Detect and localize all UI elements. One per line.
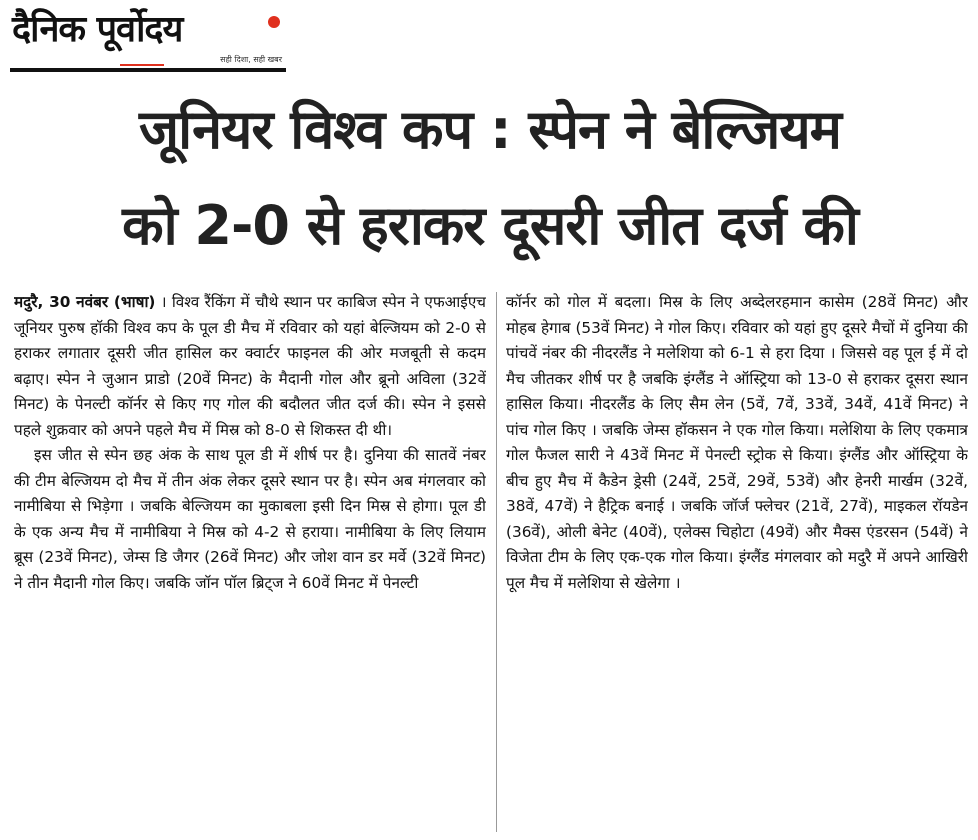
article-column-right	[506, 290, 968, 835]
article-paragraph-1	[14, 290, 486, 443]
article-paragraph-3: कॉर्नर को गोल में बदला। मिस्र के लिए अब्देलरहमान कासेम (28वें मिनट) और मोहब हेगाब (53वें मिनट) ने गोल किए। रविवार को यहां हुए दूसरे मैचों में दुनिया की पांचवें नंबर की नीदरलैंड ने मलेशिया को 6-1 से हरा दिया । जिससे वह पूल ई में दो मैच जीतकर शीर्ष पर है जबकि इंग्लैंड ने ऑस्ट्रिया को 13-0 से हराकर दूसरा स्थान हासिल किया। नीदरलैंड के लिए सैम लेन (5वें, 7वें, 33वें, 34वें, 41वें मिनट) ने पांच गोल किए । जबकि जेम्स हॉकसन ने एक गोल किया। मलेशिया के लिए एकमात्र गोल फैजल सारी ने 43वें मिनट में पेनल्टी स्ट्रोक से किया। इंग्लैंड और ऑस्ट्रिया के बीच हुए मैच में कैडेन ड्रेसी (24वें, 25वें, 29वें, 53वें) और हेनरी मार्खम (32वें, 38वें, 47वें) ने हैट्रिक बनाई । जबकि जॉर्ज फ्लेचर (21वें, 27वें), माइकल रॉयडेन (36वें), ओली बेनेट (40वें), एलेक्स चिहोटा (49वें) और मैक्स एंडरसन (54वें) ने विजेता टीम के लिए एक-एक गोल किया। इंग्लैंड मंगलवार को मदुरै में अपने आखिरी पूल मैच में मलेशिया से खेलेगा ।	[506, 293, 968, 592]
column-divider	[496, 292, 497, 832]
headline-line-2: को 2-0 से हराकर दूसरी जीत दर्ज की	[122, 194, 858, 257]
article-column-left	[14, 290, 486, 835]
dateline: मदुरै, 30 नवंबर (भाषा)	[14, 293, 156, 311]
article-headline	[40, 82, 940, 274]
newspaper-tagline: सही दिशा, सही खबर	[220, 55, 282, 64]
masthead	[10, 8, 286, 74]
masthead-rule	[10, 68, 286, 72]
headline-line-1: जूनियर विश्व कप : स्पेन ने बेल्जियम	[139, 98, 841, 161]
paragraph-1-text: । विश्व रैंकिंग में चौथे स्थान पर काबिज स्पेन ने एफआईएच जूनियर पुरुष हॉकी विश्व कप के पूल डी मैच में रविवार को यहां बेल्जियम को 2-0 से हराकर लगातार दूसरी जीत हासिल कर क्वार्टर फाइनल की ओर मजबूती से कदम बढ़ाए। स्पेन ने जुआन प्राडो (20वें मिनट) के मैदानी गोल और ब्रूनो अविला (32वें मिनट) के पेनल्टी कॉर्नर से किए गए गोल की बदौलत जीत दर्ज की। स्पेन ने इससे पहले शुक्रवार को अपने पहले मैच में मिस्र को 8-0 से शिकस्त दी थी।	[14, 293, 486, 439]
masthead-red-line	[120, 64, 164, 66]
newspaper-name: दैनिक पूर्वोदय	[12, 9, 183, 50]
article-paragraph-2: इस जीत से स्पेन छह अंक के साथ पूल डी में शीर्ष पर है। दुनिया की सातवें नंबर की टीम बेल्जियम दो मैच में तीन अंक लेकर दूसरे स्थान पर है। स्पेन अब मंगलवार को नामीबिया से भिड़ेगा । जबकि बेल्जियम का मुकाबला इसी दिन मिस्र से होगा। पूल डी के एक अन्य मैच में नामीबिया ने मिस्र को 4-2 से हराया। नामीबिया के लिए लियाम ब्रूस (23वें मिनट), जेम्स डि जैगर (26वें मिनट) और जोश वान डर मर्वे (32वें मिनट) ने तीन मैदानी गोल किए। जबकि जॉन पॉल ब्रिट्ज ने 60वें मिनट में पेनल्टी	[14, 446, 486, 592]
masthead-red-dot	[268, 16, 280, 28]
